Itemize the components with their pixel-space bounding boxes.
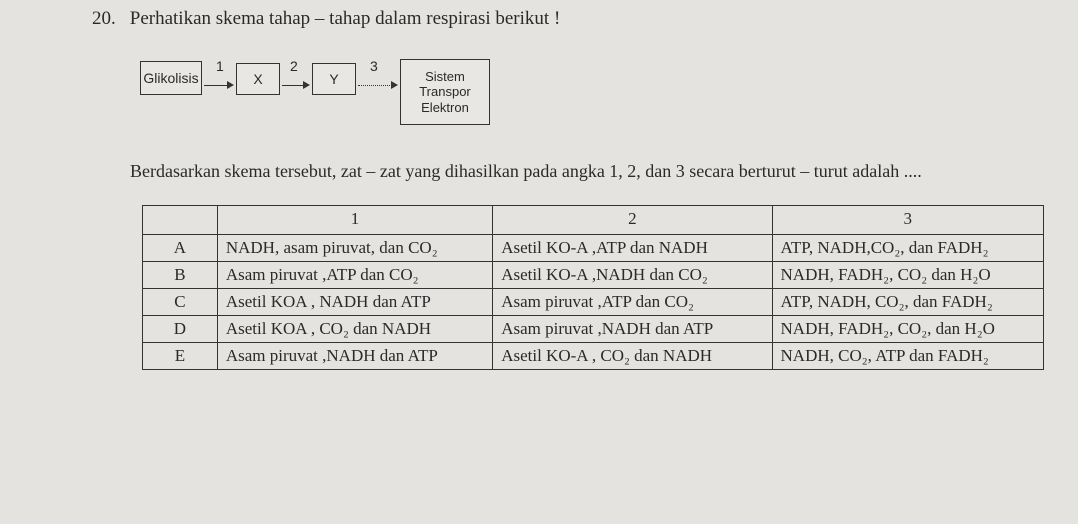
table-row-a[interactable]: [143, 235, 1044, 262]
answer-table: [142, 205, 1044, 370]
arrow-3-label: 3: [370, 58, 378, 74]
table-row-b[interactable]: [143, 262, 1044, 289]
cell-col-1: Asetil KOA , NADH dan ATP: [217, 289, 492, 316]
header-col-1: 1: [217, 206, 492, 235]
header-col-2: 2: [493, 206, 772, 235]
box-x: X: [236, 63, 280, 95]
question-prompt: Berdasarkan skema tersebut, zat – zat yang dihasilkan pada angka 1, 2, dan 3 secara berturut – turut adalah ....: [130, 161, 922, 181]
cell-col-2: Asetil KO-A , CO₂ dan NADH: [493, 343, 772, 370]
arrow-1: [204, 85, 232, 86]
arrow-3: [358, 85, 396, 86]
arrow-1-label: 1: [216, 58, 224, 74]
box-sistem-transpor-elektron: Sistem Transpor Elektron: [400, 59, 490, 125]
cell-col-1: Asetil KOA , CO₂ dan NADH: [217, 316, 492, 343]
option-letter: A: [143, 235, 218, 262]
respiration-diagram: [140, 55, 500, 130]
cell-col-2: Asam piruvat ,NADH dan ATP: [493, 316, 772, 343]
arrow-2: [282, 85, 308, 86]
option-letter: D: [143, 316, 218, 343]
arrow-2-label: 2: [290, 58, 298, 74]
option-letter: E: [143, 343, 218, 370]
cell-col-1: Asam piruvat ,NADH dan ATP: [217, 343, 492, 370]
box-y: Y: [312, 63, 356, 95]
cell-col-3: NADH, FADH₂, CO₂, dan H₂O: [772, 316, 1043, 343]
cell-col-3: ATP, NADH, CO₂, dan FADH₂: [772, 289, 1043, 316]
cell-col-3: ATP, NADH,CO₂, dan FADH₂: [772, 235, 1043, 262]
question-text: Perhatikan skema tahap – tahap dalam respirasi berikut !: [129, 8, 561, 29]
question-header: [92, 8, 560, 30]
cell-col-2: Asetil KO-A ,ATP dan NADH: [493, 235, 772, 262]
cell-col-1: NADH, asam piruvat, dan CO₂: [217, 235, 492, 262]
option-letter: B: [143, 262, 218, 289]
cell-col-2: Asetil KO-A ,NADH dan CO₂: [493, 262, 772, 289]
table-header-row: [143, 206, 1044, 235]
table-row-c[interactable]: [143, 289, 1044, 316]
header-col-3: 3: [772, 206, 1043, 235]
cell-col-3: NADH, CO₂, ATP dan FADH₂: [772, 343, 1043, 370]
cell-col-2: Asam piruvat ,ATP dan CO₂: [493, 289, 772, 316]
table-row-e[interactable]: [143, 343, 1044, 370]
box-glikolisis: Glikolisis: [140, 61, 202, 95]
header-blank: [143, 206, 218, 235]
option-letter: C: [143, 289, 218, 316]
question-number: 20.: [92, 8, 116, 29]
table-row-d[interactable]: [143, 316, 1044, 343]
cell-col-3: NADH, FADH₂, CO₂ dan H₂O: [772, 262, 1043, 289]
cell-col-1: Asam piruvat ,ATP dan CO₂: [217, 262, 492, 289]
